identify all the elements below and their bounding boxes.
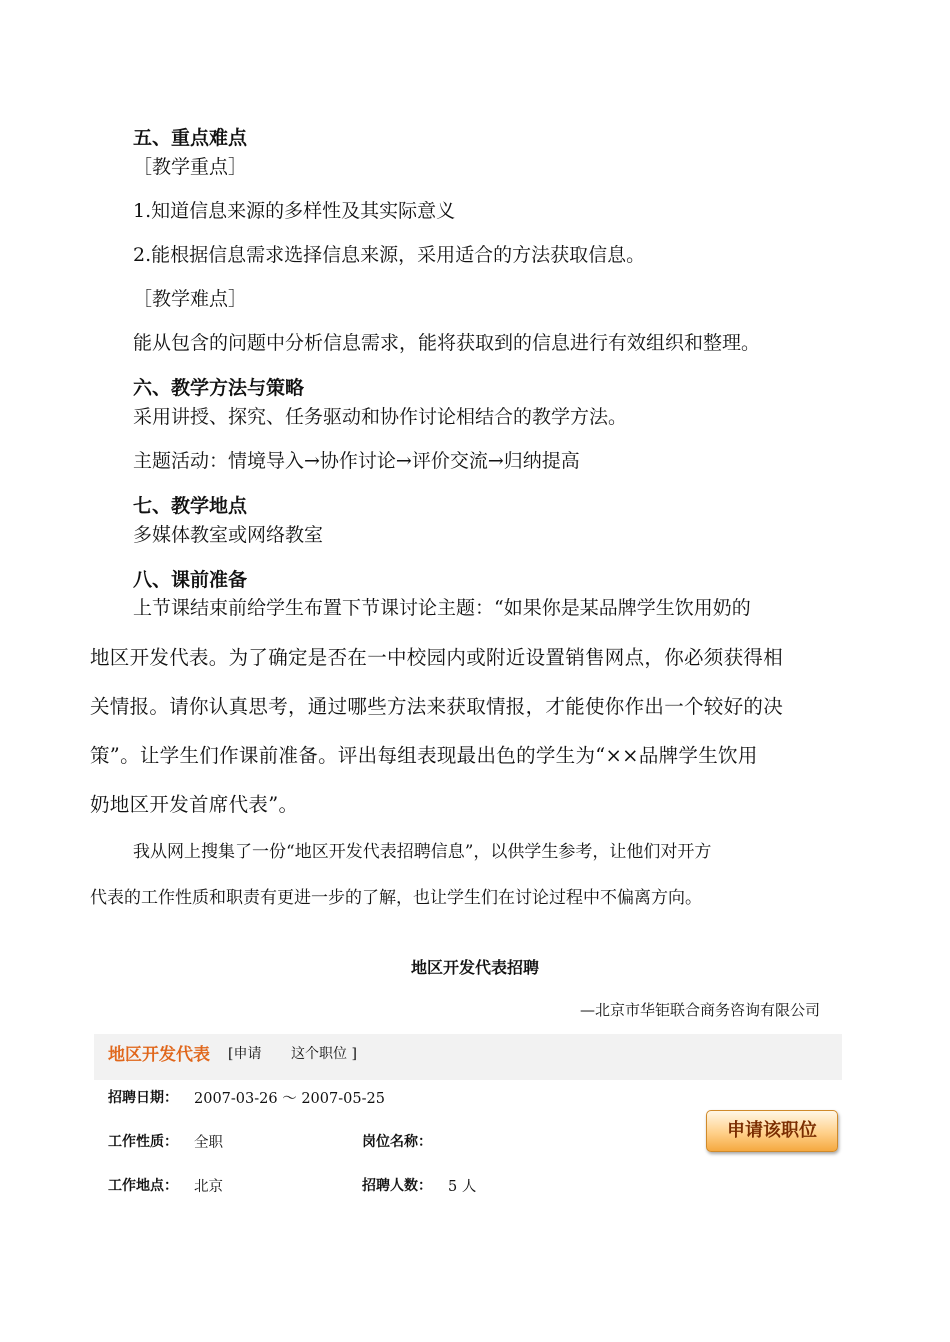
nature-value: 全职 <box>194 1135 223 1151</box>
prep-line-1: 上节课结束前给学生布置下节课讨论主题：“如果你是某品牌学生饮用奶的 <box>133 597 751 619</box>
apply-link-close[interactable]: 这个职位 ] <box>291 1046 357 1062</box>
note-line-2: 代表的工作性质和职责有更进一步的了解，也让学生们在讨论过程中不偏离方向。 <box>90 888 702 908</box>
nature-label: 工作性质： <box>108 1134 178 1150</box>
prep-line-3: 关情报。请你认真思考，通过哪些方法来获取情报，才能使你作出一个较好的决 <box>90 695 784 718</box>
company-name: —北京市华钜联合商务咨询有限公司 <box>579 1001 820 1019</box>
recruit-title: 地区开发代表招聘 <box>410 958 539 977</box>
date-value: 2007-03-26 ～ 2007-05-25 <box>194 1091 385 1107</box>
key-point-1: 1.知道信息来源的多样性及其实际意义 <box>133 200 456 222</box>
key-points-label: ［教学重点］ <box>133 156 248 178</box>
method-text: 采用讲授、探究、任务驱动和协作讨论相结合的教学方法。 <box>133 406 628 428</box>
date-label: 招聘日期： <box>108 1090 178 1106</box>
key-point-2: 2.能根据信息需求选择信息来源，采用适合的方法获取信息。 <box>133 244 646 266</box>
location-text: 多媒体教室或网络教室 <box>133 524 324 546</box>
section-8-heading: 八、课前准备 <box>133 569 248 591</box>
section-7-heading: 七、教学地点 <box>133 495 248 517</box>
difficulty-text: 能从包含的问题中分析信息需求，能将获取到的信息进行有效组织和整理。 <box>133 332 761 354</box>
prep-line-2: 地区开发代表。为了确定是否在一中校园内或附近设置销售网点，你必须获得相 <box>90 646 784 669</box>
headcount-label: 招聘人数： <box>362 1178 432 1194</box>
headcount-value: 5 人 <box>448 1179 477 1195</box>
difficulty-label: ［教学难点］ <box>133 288 248 310</box>
prep-line-5: 奶地区开发首席代表”。 <box>90 793 299 816</box>
apply-link-open[interactable]: [申请 <box>228 1046 262 1062</box>
job-title[interactable]: 地区开发代表 <box>108 1045 210 1065</box>
work-location-value: 北京 <box>194 1179 223 1195</box>
apply-job-button[interactable]: 申请该职位 <box>706 1110 838 1152</box>
section-5-heading: 五、重点难点 <box>133 127 248 149</box>
prep-line-4: 策”。让学生们作课前准备。评出每组表现最出色的学生为“××品牌学生饮用 <box>90 744 758 767</box>
section-6-heading: 六、教学方法与策略 <box>133 377 305 399</box>
note-line-1: 我从网上搜集了一份“地区开发代表招聘信息”，以供学生参考，让他们对开方 <box>133 842 712 862</box>
work-location-label: 工作地点： <box>108 1178 178 1194</box>
activity-text: 主题活动：情境导入→协作讨论→评价交流→归纳提高 <box>133 450 580 472</box>
position-label: 岗位名称： <box>362 1134 432 1150</box>
